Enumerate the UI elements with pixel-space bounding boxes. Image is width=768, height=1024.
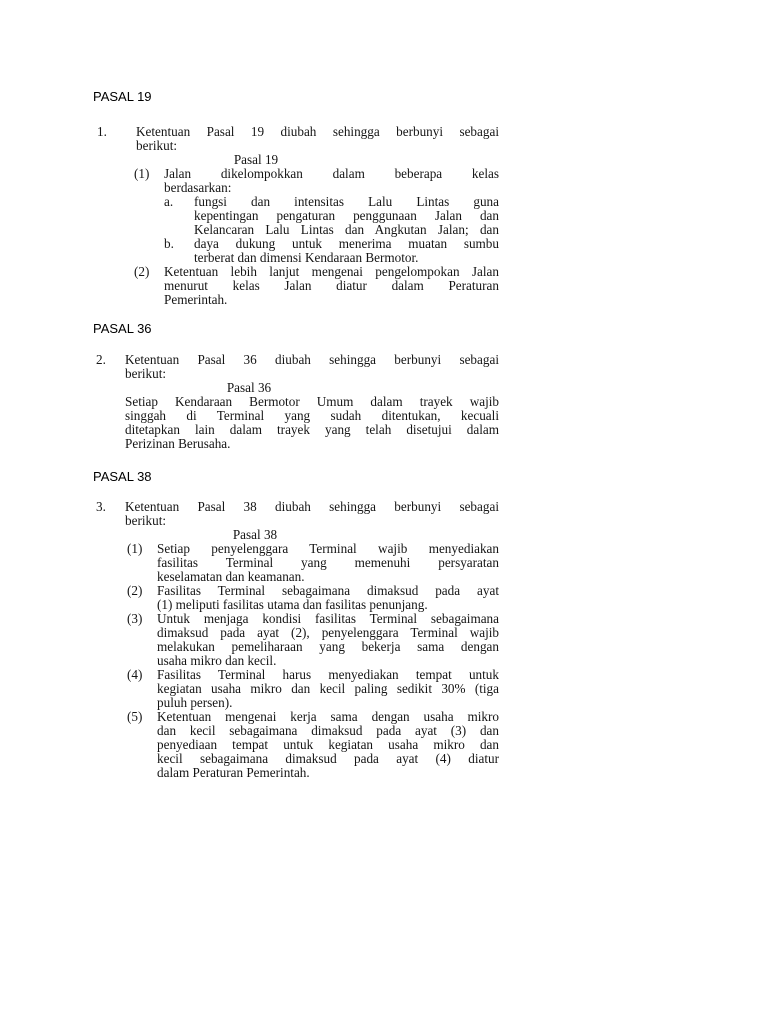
intro-line: berikut: [125,366,167,381]
paragraph-line: melakukan pemeliharaan yang bekerja sama dengan [157,639,499,654]
paragraph-marker: (2) [134,264,150,279]
article-title: Pasal 36 [226,380,272,395]
paragraph-marker: (1) [127,541,143,556]
paragraph-line: Fasilitas Terminal harus menyediakan tempat untuk [157,667,499,682]
subitem-line: Kelancaran Lalu Lintas dan Angkutan Jalan; dan [194,222,499,237]
paragraph-marker: (1) [134,166,150,181]
paragraph-line: kegiatan usaha mikro dan kecil paling sedikit 30% (tiga [157,681,499,696]
paragraph-line: menurut kelas Jalan diatur dalam Peraturan [164,278,499,293]
amendment-number: 3. [96,499,106,514]
amendment-block-3 [96,500,499,780]
paragraph-line: Fasilitas Terminal sebagaimana dimaksud pada ayat [157,583,499,598]
subitem-line: kepentingan pengaturan penggunaan Jalan dan [194,208,499,223]
subitem-line: fungsi dan intensitas Lalu Lintas guna [194,194,499,209]
intro-line: Ketentuan Pasal 38 diubah sehingga berbunyi sebagai [125,499,499,514]
article-title: Pasal 38 [232,527,278,542]
intro-line: berikut: [125,513,167,528]
paragraph-line: Ketentuan mengenai kerja sama dengan usaha mikro [157,709,499,724]
amendment-block-2 [96,353,499,451]
paragraph-line: Ketentuan lebih lanjut mengenai pengelompokan Jalan [164,264,499,279]
paragraph-line: puluh persen). [157,695,233,710]
paragraph-line: (1) meliputi fasilitas utama dan fasilitas penunjang. [157,597,428,612]
paragraph-line: Jalan dikelompokkan dalam beberapa kelas [164,166,499,181]
paragraph-line: dan kecil sebagaimana dimaksud pada ayat (3) dan [157,723,499,738]
paragraph-line: usaha mikro dan kecil. [157,653,277,668]
intro-line: berikut: [136,138,178,153]
amendment-number: 1. [97,124,107,139]
section-heading: PASAL 19 [93,89,152,104]
paragraph-line: Pemerintah. [164,292,228,307]
intro-line: Ketentuan Pasal 19 diubah sehingga berbunyi sebagai [136,124,499,139]
paragraph-marker: (4) [127,667,143,682]
paragraph-line: penyediaan tempat untuk kegiatan usaha mikro dan [157,737,499,752]
body-line: ditetapkan lain dalam trayek yang telah disetujui dalam [125,422,499,437]
paragraph-line: Setiap penyelenggara Terminal wajib menyediakan [157,541,499,556]
section-heading: PASAL 36 [93,321,152,336]
paragraph-line: kecil sebagaimana dimaksud pada ayat (4) diatur [157,751,499,766]
paragraph-marker: (2) [127,583,143,598]
body-line: singgah di Terminal yang sudah ditentukan, kecuali [125,408,499,423]
section-heading: PASAL 38 [93,469,152,484]
paragraph-line: dimaksud pada ayat (2), penyelenggara Terminal wajib [157,625,499,640]
subitem-marker: b. [164,236,174,251]
amendment-number: 2. [96,352,106,367]
body-line: Perizinan Berusaha. [125,436,231,451]
subitem-marker: a. [164,194,174,209]
subitem-line: daya dukung untuk menerima muatan sumbu [194,236,499,251]
paragraph-marker: (3) [127,611,143,626]
body-line: Setiap Kendaraan Bermotor Umum dalam trayek wajib [125,394,499,409]
subitem-line: terberat dan dimensi Kendaraan Bermotor. [194,250,419,265]
paragraph-line: fasilitas Terminal yang memenuhi persyaratan [157,555,499,570]
paragraph-line: berdasarkan: [164,180,232,195]
article-title: Pasal 19 [233,152,279,167]
amendment-block-1 [97,125,499,307]
paragraph-line: dalam Peraturan Pemerintah. [157,765,310,780]
paragraph-marker: (5) [127,709,143,724]
paragraph-line: Untuk menjaga kondisi fasilitas Terminal sebagaimana [157,611,499,626]
paragraph-line: keselamatan dan keamanan. [157,569,305,584]
intro-line: Ketentuan Pasal 36 diubah sehingga berbunyi sebagai [125,352,499,367]
